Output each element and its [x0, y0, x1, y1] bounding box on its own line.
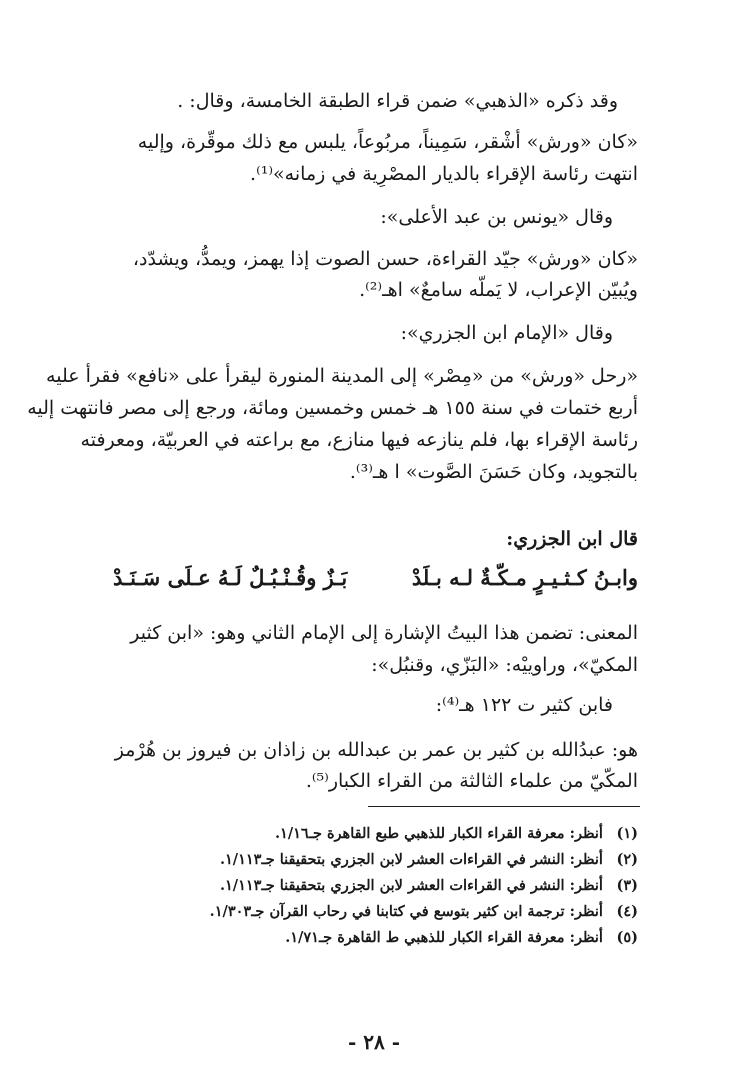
quote-jazari-line-1: «رحل «ورش» من «مِصْر» إلى المدينة المنورة ليقرأ على «نافع» فقرأ عليه [46, 365, 638, 387]
jazari-heading: وقال «الإمام ابن الجزري»: [400, 322, 613, 344]
verse-first-hemistich: وابـنُ كـثـيـرٍ مـكّـةٌ لـه بـلَدْ [411, 565, 638, 590]
quote-jazari-line-4: بالتجويد، وكان حَسَنَ الصَّوت» ا هـ⁽³⁾. [349, 461, 638, 483]
intro-line: وقد ذكره «الذهبي» ضمن قراء الطبقة الخامسة، وقال: . [177, 90, 618, 112]
quote-jazari-line-3: رئاسة الإقراء بها، فلم ينازعه فيها منازع، مع براعته في العربيّة، ومعرفته [80, 429, 638, 451]
footnote-2-number: (٢) [616, 851, 638, 868]
footnote-4-text: أنظر: ترجمة ابن كثير بتوسع في كتابنا في رحاب القرآن جـ١/٣٠٣. [209, 903, 603, 920]
footnote-3 [220, 876, 638, 896]
footnote-5 [285, 928, 638, 948]
footnote-separator [368, 806, 640, 807]
footnote-5-number: (٥) [616, 929, 638, 946]
footnote-4-number: (٤) [616, 903, 638, 920]
footnote-3-text: أنظر: النشر في القراءات العشر لابن الجزري بتحقيقنا جـ١/١١٣. [219, 877, 603, 894]
yunus-heading: وقال «يونس بن عبد الأعلى»: [380, 206, 613, 228]
ibn-kathir-date: فابن كثير ت ١٢٢ هـ⁽⁴⁾: [435, 694, 613, 716]
footnote-5-text: أنظر: معرفة القراء الكبار للذهبي ط القاهرة جـ١/٧١. [285, 929, 603, 946]
verse-heading: قال ابن الجزري: [506, 528, 638, 550]
meaning-line-1: المعنى: تضمن هذا البيتُ الإشارة إلى الإمام الثاني وهو: «ابن كثير [130, 622, 638, 644]
verse-second-hemistich: بَـزٌ وقُـنْـبُـلٌ لَـهُ عـلَى سَـنَـدْ [113, 565, 348, 590]
page-number: - ٢٨ - [347, 1030, 400, 1054]
quote-jazari-line-2: أربع ختمات في سنة ١٥٥ هـ خمس وخمسين ومائة، ورجع إلى مصر فانتهت إليه [27, 397, 638, 419]
quote-dhahabi-line-1: «كان «ورش» أشْقر، سَمِيناً، مربُوعاً، يلبس مع ذلك موقّرة، وإليه [137, 131, 638, 153]
quote-yunus-line-1: «كان «ورش» جيّد القراءة، حسن الصوت إذا يهمز، ويمدُّ، ويشدّد، [132, 248, 638, 270]
footnote-2 [220, 850, 638, 870]
quote-dhahabi-line-2: انتهت رئاسة الإقراء بالديار المصْرِية في زمانه»⁽¹⁾. [250, 163, 638, 185]
footnote-1 [275, 824, 638, 844]
footnote-4 [210, 902, 638, 922]
footnote-3-number: (٣) [616, 877, 638, 894]
footnote-1-text: أنظر: معرفة القراء الكبار للذهبي طبع القاهرة جـ١/١٦. [274, 825, 603, 842]
biography-line-2: المكّيّ من علماء الثالثة من القراء الكبار⁽⁵⁾. [305, 770, 638, 792]
footnote-2-text: أنظر: النشر في القراءات العشر لابن الجزري بتحقيقنا جـ١/١١٣. [219, 851, 603, 868]
biography-line-1: هو: عبدُالله بن كثير بن عمر بن عبدالله بن زاذان بن فيروز بن هُرْمز [114, 739, 638, 761]
meaning-line-2: المكيّ»، وراوييْه: «البَزّي، وقنبُل»: [371, 654, 638, 676]
quote-yunus-line-2: ويُبيّن الإعراب، لا يَملّه سامعٌ» اهـ⁽²⁾. [359, 279, 638, 301]
footnote-1-number: (١) [616, 825, 638, 842]
